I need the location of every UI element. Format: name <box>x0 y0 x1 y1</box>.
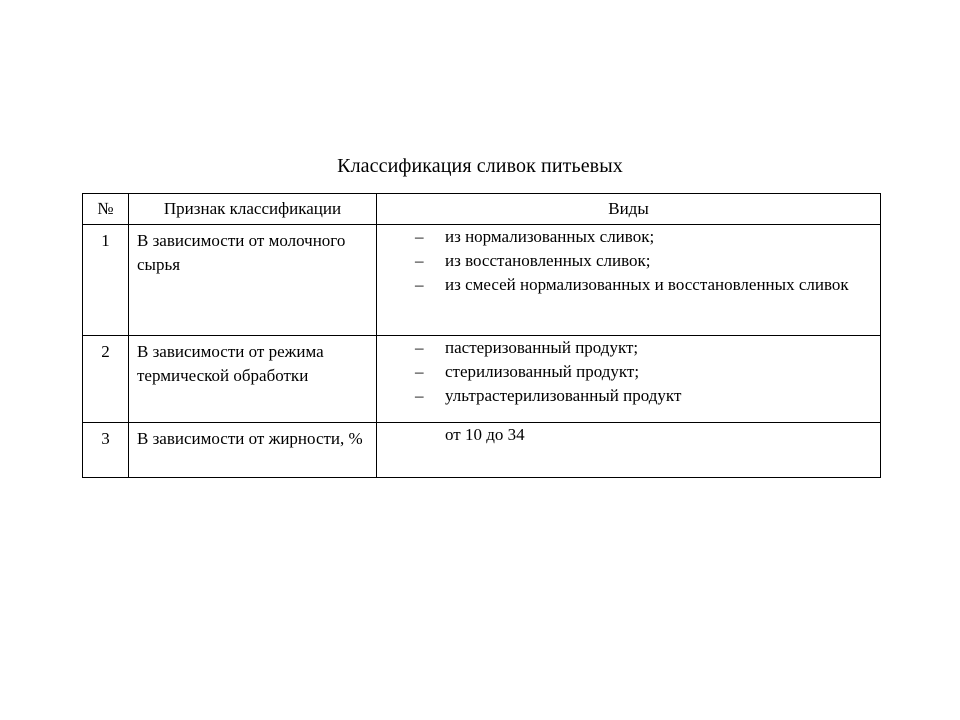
dash-bullet: – <box>415 251 424 270</box>
list-item-text: из восстановленных сливок; <box>445 251 651 270</box>
kinds-list <box>415 336 872 408</box>
row-criterion: В зависимости от режима термической обработки <box>129 336 377 423</box>
table-header-row <box>83 194 881 225</box>
kinds-list <box>415 225 872 297</box>
document-title: Классификация сливок питьевых <box>337 155 623 177</box>
table-row <box>83 423 881 478</box>
list-item-text: из смесей нормализованных и восстановленных сливок <box>445 275 849 294</box>
row-kinds <box>377 423 881 478</box>
table-row <box>83 225 881 336</box>
list-item <box>415 384 872 408</box>
row-number: 3 <box>83 423 129 478</box>
list-item <box>415 336 872 360</box>
list-item-text: стерилизованный продукт; <box>445 362 640 381</box>
dash-bullet: – <box>415 362 424 381</box>
list-item-text: пастеризованный продукт; <box>445 338 639 357</box>
list-item <box>415 249 872 273</box>
list-item <box>415 225 872 249</box>
table-row <box>83 336 881 423</box>
header-criterion: Признак классификации <box>129 194 377 225</box>
row-number: 2 <box>83 336 129 423</box>
row-kinds <box>377 225 881 336</box>
classification-table <box>82 193 881 478</box>
dash-bullet: – <box>415 386 424 405</box>
row-criterion: В зависимости от жирности, % <box>129 423 377 478</box>
dash-bullet: – <box>415 227 424 246</box>
list-item <box>415 360 872 384</box>
list-item-text: из нормализованных сливок; <box>445 227 655 246</box>
list-item <box>415 273 872 297</box>
list-item-text: ультрастерилизованный продукт <box>445 386 682 405</box>
dash-bullet: – <box>415 275 424 294</box>
row-number: 1 <box>83 225 129 336</box>
header-number: № <box>83 194 129 225</box>
fat-range-text: от 10 до 34 <box>445 425 525 444</box>
row-criterion: В зависимости от молочного сырья <box>129 225 377 336</box>
dash-bullet: – <box>415 338 424 357</box>
header-kinds: Виды <box>377 194 881 225</box>
row-kinds <box>377 336 881 423</box>
